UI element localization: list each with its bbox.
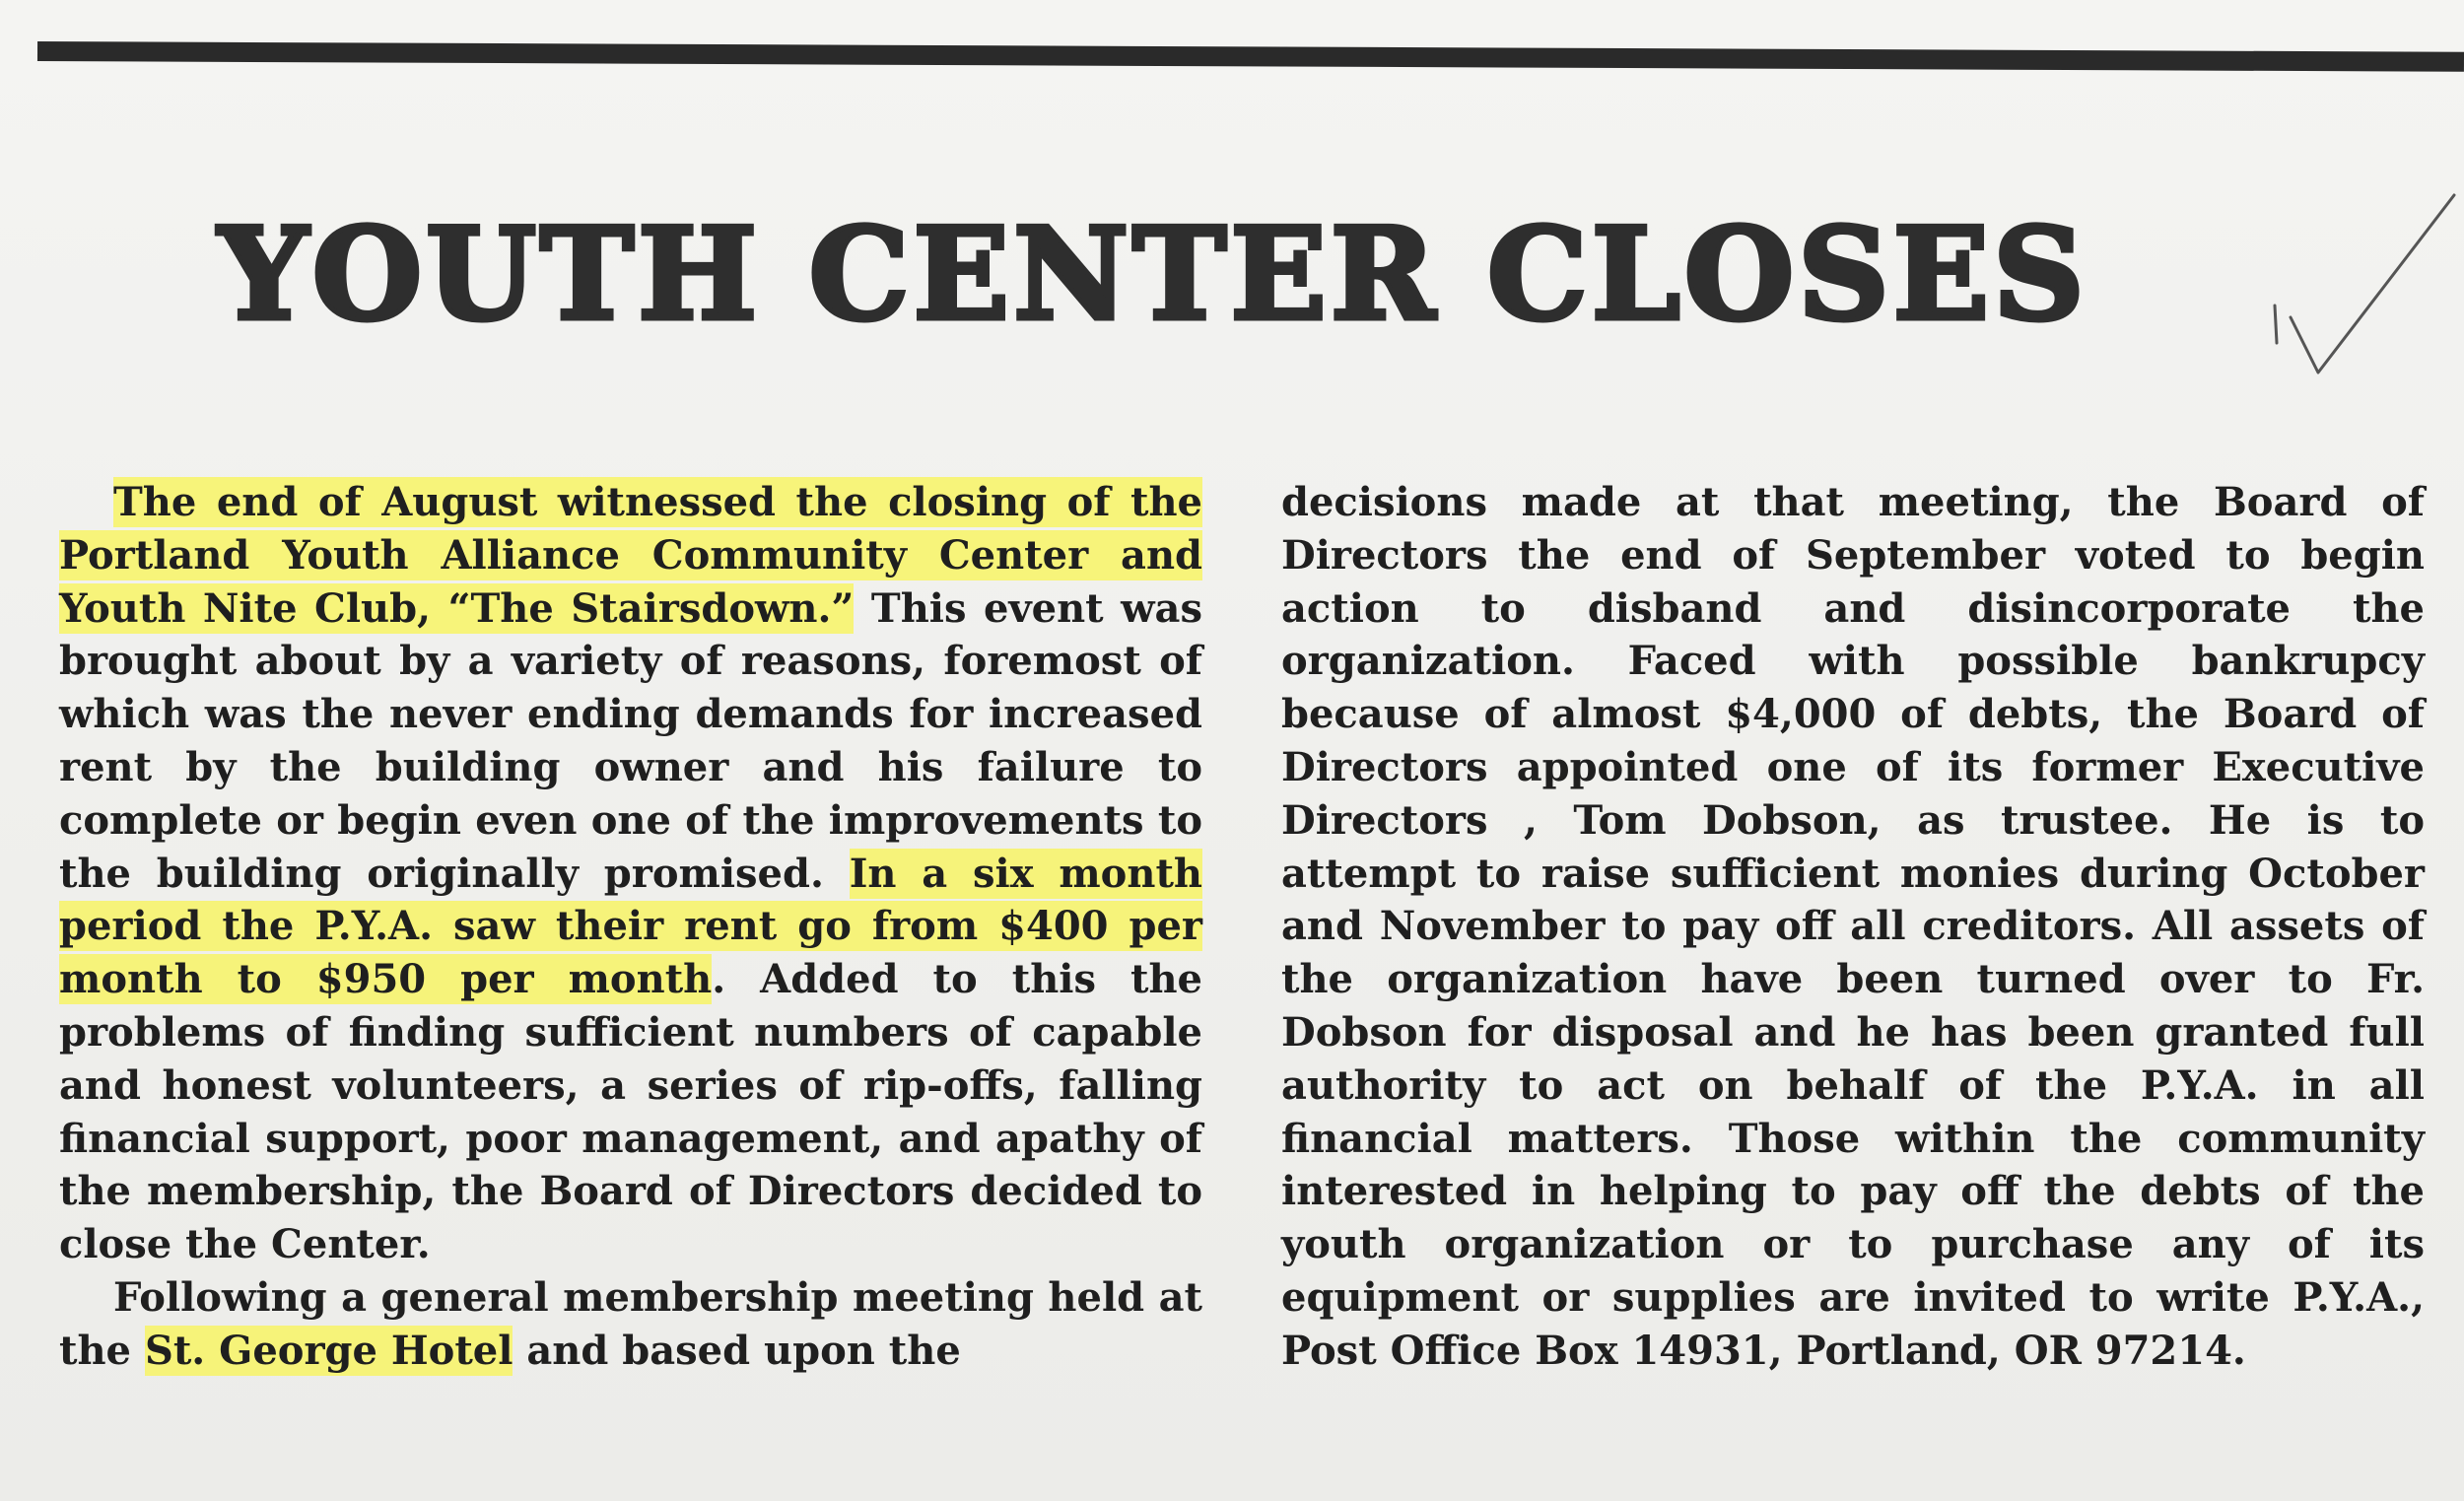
paragraph-2: [59, 1271, 1202, 1378]
body-text: . Added to this the problems of finding sufficient numbers of capable and honest volunteers, a series of rip-offs, falling financial support, poor management, and apathy of the membership, the Board of Directors decided to close the Center.: [59, 956, 1202, 1268]
article-column-left: [59, 476, 1202, 1378]
headline: YOUTH CENTER CLOSES: [218, 201, 2088, 349]
paragraph-3: decisions made at that meeting, the Board of Directors the end of September voted to begin action to disband and disincorporate the organization. Faced with possible bankrupcy because of almost $4,000 of debts, the Board of Directors appointed one of its former Executive Directors , Tom Dobson, as trustee. He is to attempt to raise sufficient monies during October and November to pay off all creditors. All assets of the organization have been turned over to Fr. Dobson for disposal and he has been granted full authority to act on behalf of the P.Y.A. in all financial matters. Those within the community interested in helping to pay off the debts of the youth organization or to purchase any of its equipment or supplies are invited to write P.Y.A., Post Office Box 14931, Portland, OR 97214.: [1281, 479, 2425, 1374]
article-column-right: [1281, 476, 2425, 1378]
highlighted-text: The end of August witnessed the closing of the Portland Youth Alliance Community Center and Youth Nite Club, “The Stairsdown.”: [59, 479, 1202, 632]
top-rule: [37, 41, 2464, 72]
body-text: Following a general membership meeting held at the: [59, 1273, 1202, 1374]
body-text: and based upon the: [513, 1327, 961, 1374]
handwritten-checkmark-icon: [2257, 187, 2464, 384]
paragraph-1: [59, 476, 1202, 1271]
highlighted-text: St. George Hotel: [144, 1327, 513, 1374]
body-text: This event was brought about by a variety of reasons, foremost of which was the never ending demands for increased rent by the building owner and his failure to complete or begin even one of the improvements to the building originally promised.: [59, 584, 1202, 897]
highlighted-text: In a six month period the P.Y.A. saw their rent go from $400 per month to $950 per month: [59, 850, 1203, 1003]
